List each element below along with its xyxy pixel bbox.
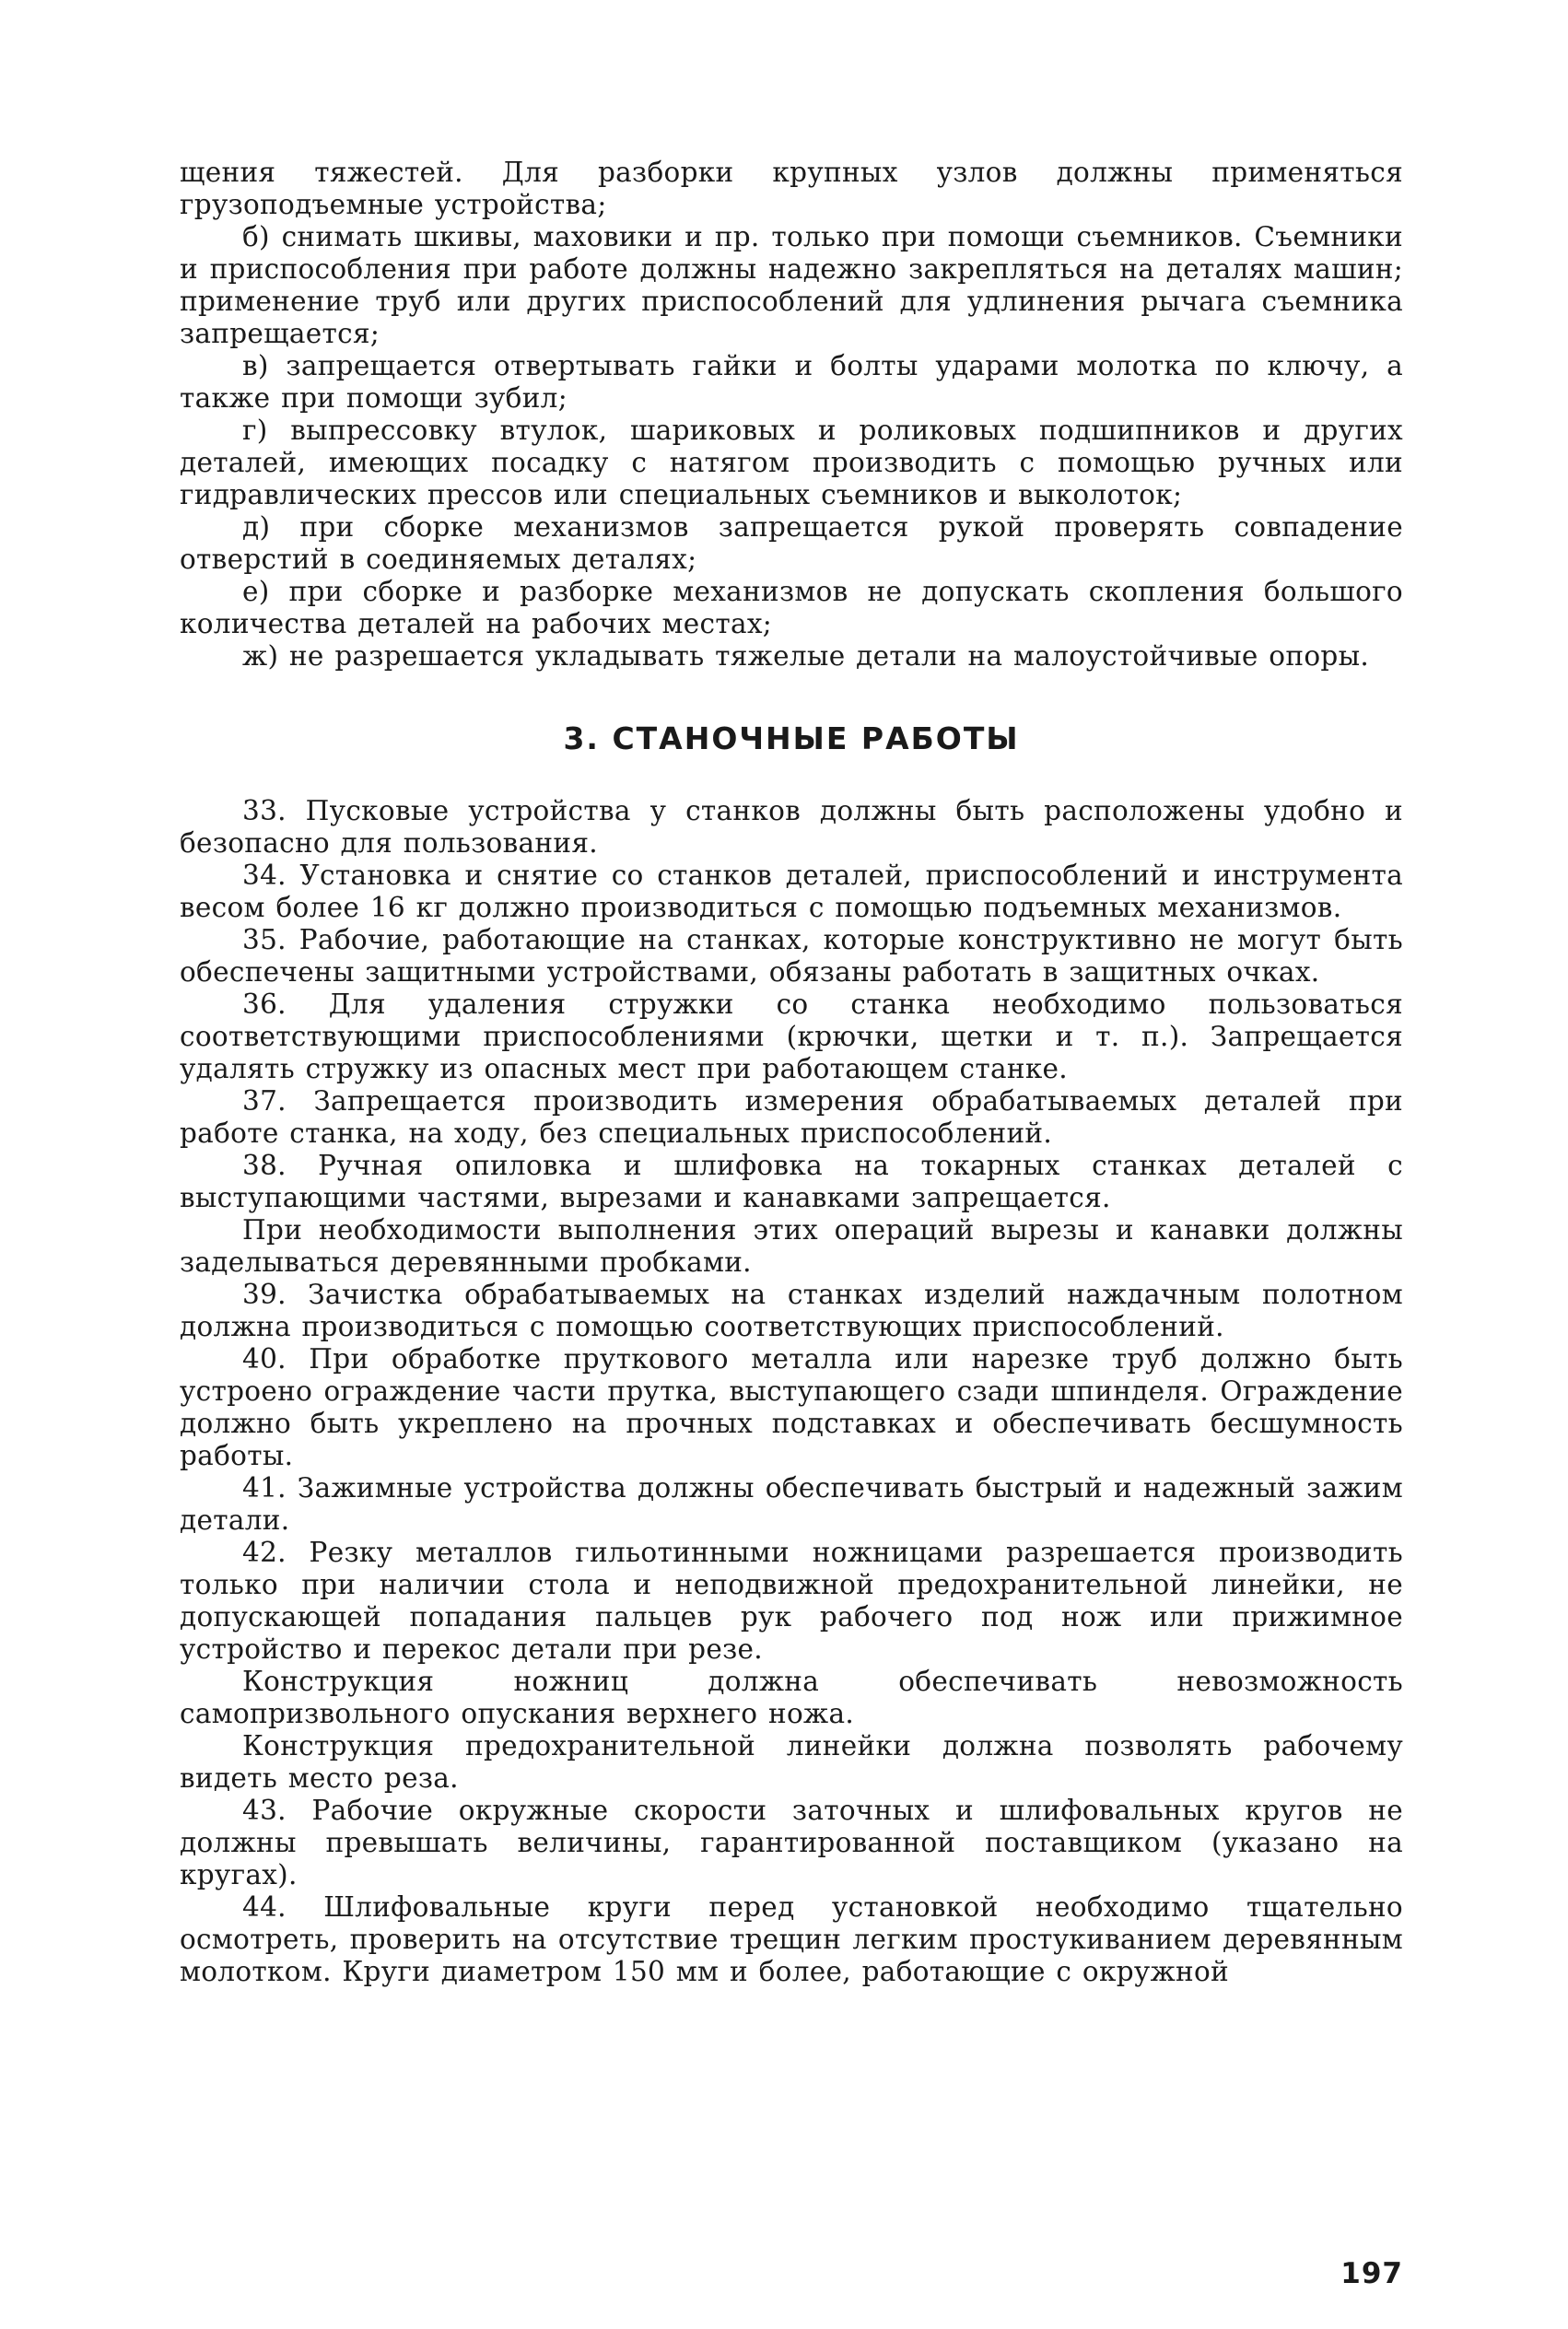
clause-41: 41. Зажимные устройства должны обеспечивать быстрый и надежный зажим детали. <box>180 1472 1403 1536</box>
paragraph-continuation: щения тяжестей. Для разборки крупных узлов должны применяться грузоподъемные устройства; <box>180 157 1403 220</box>
clause-36: 36. Для удаления стружки со станка необходимо пользоваться соответствующими приспособлениями (крючки, щетки и т. п.). Запрещается удалять стружку из опасных мест при работающем станке. <box>180 989 1403 1084</box>
list-item-g: г) выпрессовку втулок, шариковых и роликовых подшипников и других деталей, имеющих посадку с натягом производить с помощью ручных или гидравлических прессов или специальных съемников и выколоток; <box>180 415 1403 510</box>
list-item-zh: ж) не разрешается укладывать тяжелые детали на малоустойчивые опоры. <box>242 640 1370 672</box>
list-item-e: е) при сборке и разборке механизмов не допускать скопления большого количества деталей на рабочих местах; <box>180 576 1403 639</box>
clause-35: 35. Рабочие, работающие на станках, которые конструктивно не могут быть обеспечены защитными устройствами, обязаны работать в защитных очках. <box>180 924 1403 988</box>
clause-34: 34. Установка и снятие со станков деталей, приспособлений и инструмента весом более 16 кг должно производиться с помощью подъемных механизмов. <box>180 860 1403 923</box>
clause-33: 33. Пусковые устройства у станков должны быть расположены удобно и безопасно для пользования. <box>180 795 1403 859</box>
list-item-v: в) запрещается отвертывать гайки и болты ударами молотка по ключу, а также при помощи зубил; <box>180 350 1403 414</box>
clause-44: 44. Шлифовальные круги перед установкой необходимо тщательно осмотреть, проверить на отсутствие трещин легким простукиванием деревянным молотком. Круги диаметром 150 мм и более, работающие с окружной <box>180 1891 1403 1987</box>
clause-43: 43. Рабочие окружные скорости заточных и шлифовальных кругов не должны превышать величины, гарантированной поставщиком (указано на кругах). <box>180 1795 1403 1890</box>
page-number: 197 <box>1340 2257 1403 2290</box>
clause-38: 38. Ручная опиловка и шлифовка на токарных станках деталей с выступающими частями, вырезами и канавками запрещается. <box>180 1150 1403 1213</box>
list-item-b: б) снимать шкивы, маховики и пр. только при помощи съемников. Съемники и приспособления при работе должны надежно закрепляться на деталях машин; применение труб или других приспособлений для удлинения рычага съемника запрещается; <box>180 221 1403 349</box>
clause-42-note-1: Конструкция ножниц должна обеспечивать невозможность самопризвольного опускания верхнего ножа. <box>180 1666 1403 1729</box>
clause-42: 42. Резку металлов гильотинными ножницами разрешается производить только при наличии стола и неподвижной предохранительной линейки, не допускающей попадания пальцев рук рабочего под нож или прижимное устройство и перекос детали при резе. <box>180 1537 1403 1665</box>
clause-39: 39. Зачистка обрабатываемых на станках изделий наждачным полотном должна производиться с помощью соответствующих приспособлений. <box>180 1279 1403 1342</box>
section-heading: 3. СТАНОЧНЫЕ РАБОТЫ <box>563 720 1020 756</box>
clause-42-note-2: Конструкция предохранительной линейки должна позволять рабочему видеть место реза. <box>180 1730 1403 1794</box>
clause-40: 40. При обработке пруткового металла или нарезке труб должно быть устроено ограждение части прутка, выступающего сзади шпинделя. Ограждение должно быть укреплено на прочных подставках и обеспечивать бесшумность работы. <box>180 1343 1403 1471</box>
clause-38-note: При необходимости выполнения этих операций вырезы и канавки должны заделываться деревянными пробками. <box>180 1214 1403 1278</box>
list-item-d: д) при сборке механизмов запрещается рукой проверять совпадение отверстий в соединяемых деталях; <box>180 511 1403 575</box>
clause-37: 37. Запрещается производить измерения обрабатываемых деталей при работе станка, на ходу, без специальных приспособлений. <box>180 1085 1403 1149</box>
document-page <box>180 157 1403 2290</box>
